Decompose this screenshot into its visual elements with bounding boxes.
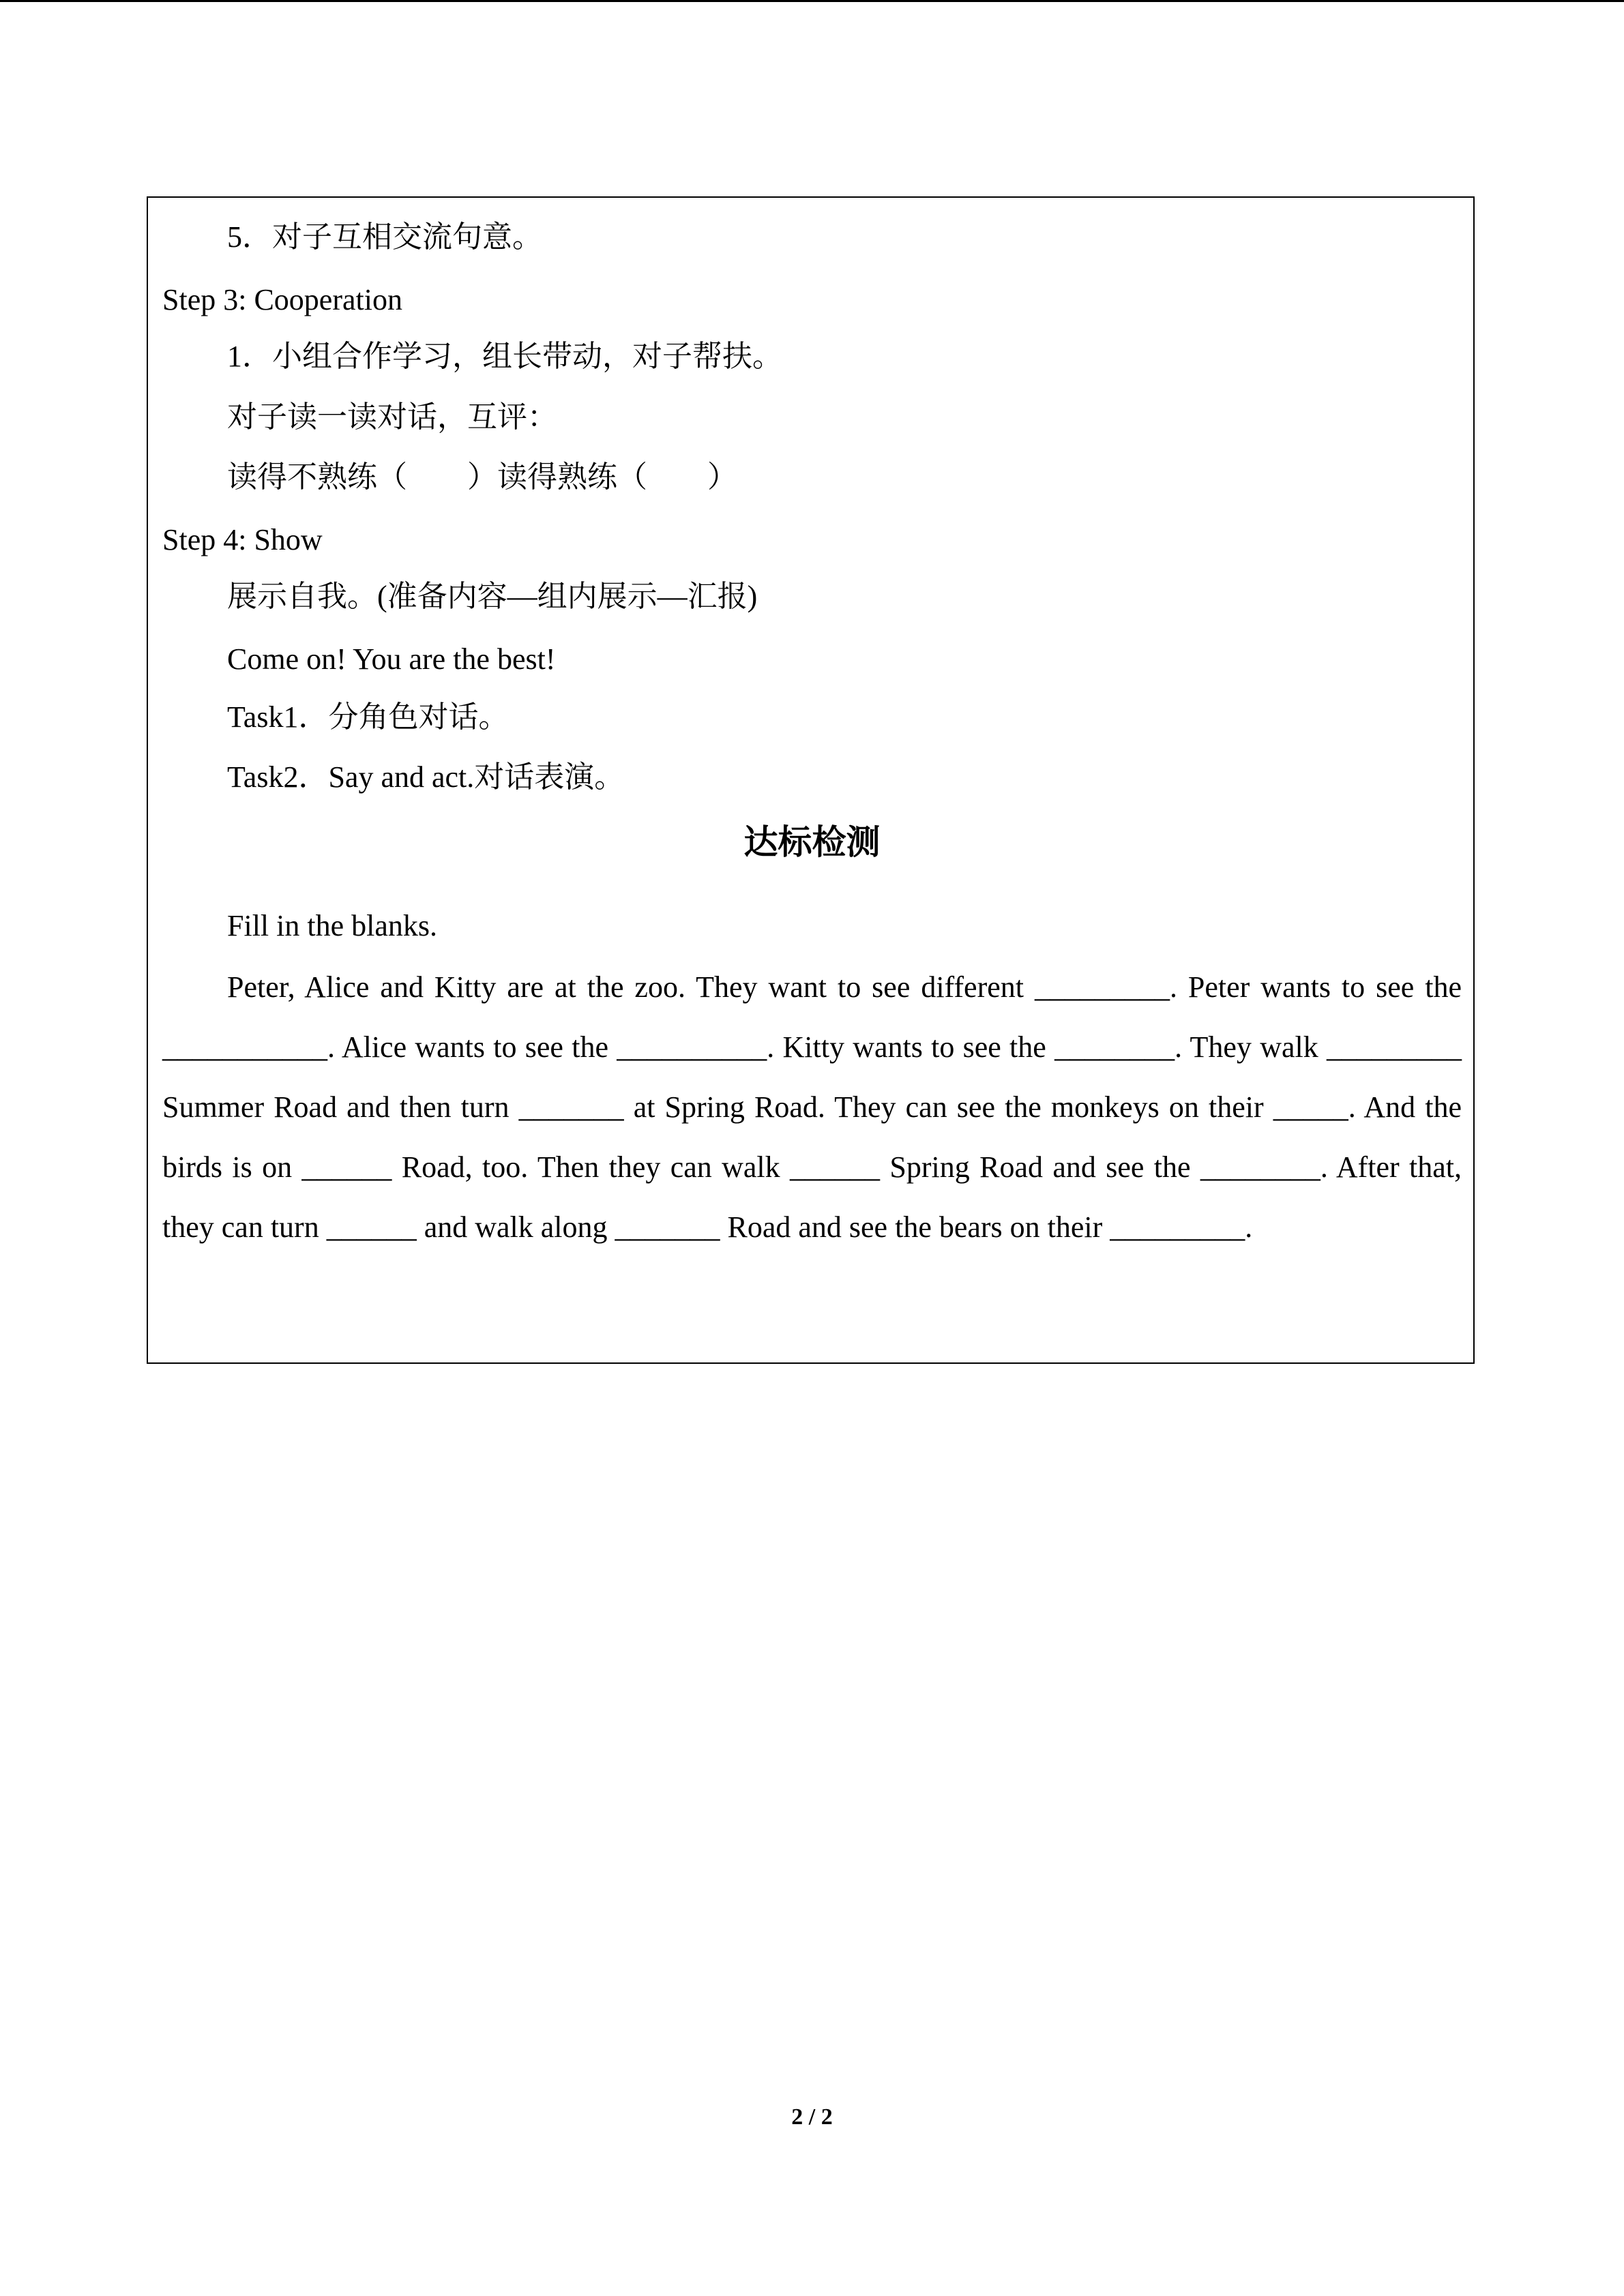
step4-heading: Step 4: Show	[162, 523, 323, 556]
step2-item-5: 5．对子互相交流句意。	[227, 220, 542, 254]
pair-read-instruction: 对子读一读对话，互评：	[227, 400, 557, 434]
page-number: 2 / 2	[791, 2104, 833, 2130]
step3-heading: Step 3: Cooperation	[162, 283, 402, 316]
reading-self-rating: 读得不熟练（ ）读得熟练（ ）	[227, 460, 737, 494]
page-top-border	[0, 0, 1624, 2]
show-self-instruction: 展示自我。(准备内容—组内展示—汇报)	[227, 580, 758, 613]
encouragement-text: Come on! You are the best!	[227, 642, 556, 676]
task1-text: Task1．分角色对话。	[227, 700, 509, 734]
exercise-instruction: Fill in the blanks.	[227, 909, 437, 942]
task2-text: Task2．Say and act.对话表演。	[227, 760, 625, 794]
step3-item-1: 1．小组合作学习，组长带动，对子帮扶。	[227, 340, 782, 373]
section-heading: 达标检测	[743, 822, 881, 862]
fill-in-blanks-passage: Peter, Alice and Kitty are at the zoo. They want to see different _________. Peter wants to see the ___________. Alice wants to see the __________. Kitty wants to see the ________. They walk _________ Summer Road and then turn _______ at Spring Road. They can see the monkeys on their _____. And the birds is on ______ Road, too. Then they can walk ______ Spring Road and see the ________. After that, they can turn ______ and walk along _______ Road and see the bears on their _________.	[162, 970, 1462, 1244]
